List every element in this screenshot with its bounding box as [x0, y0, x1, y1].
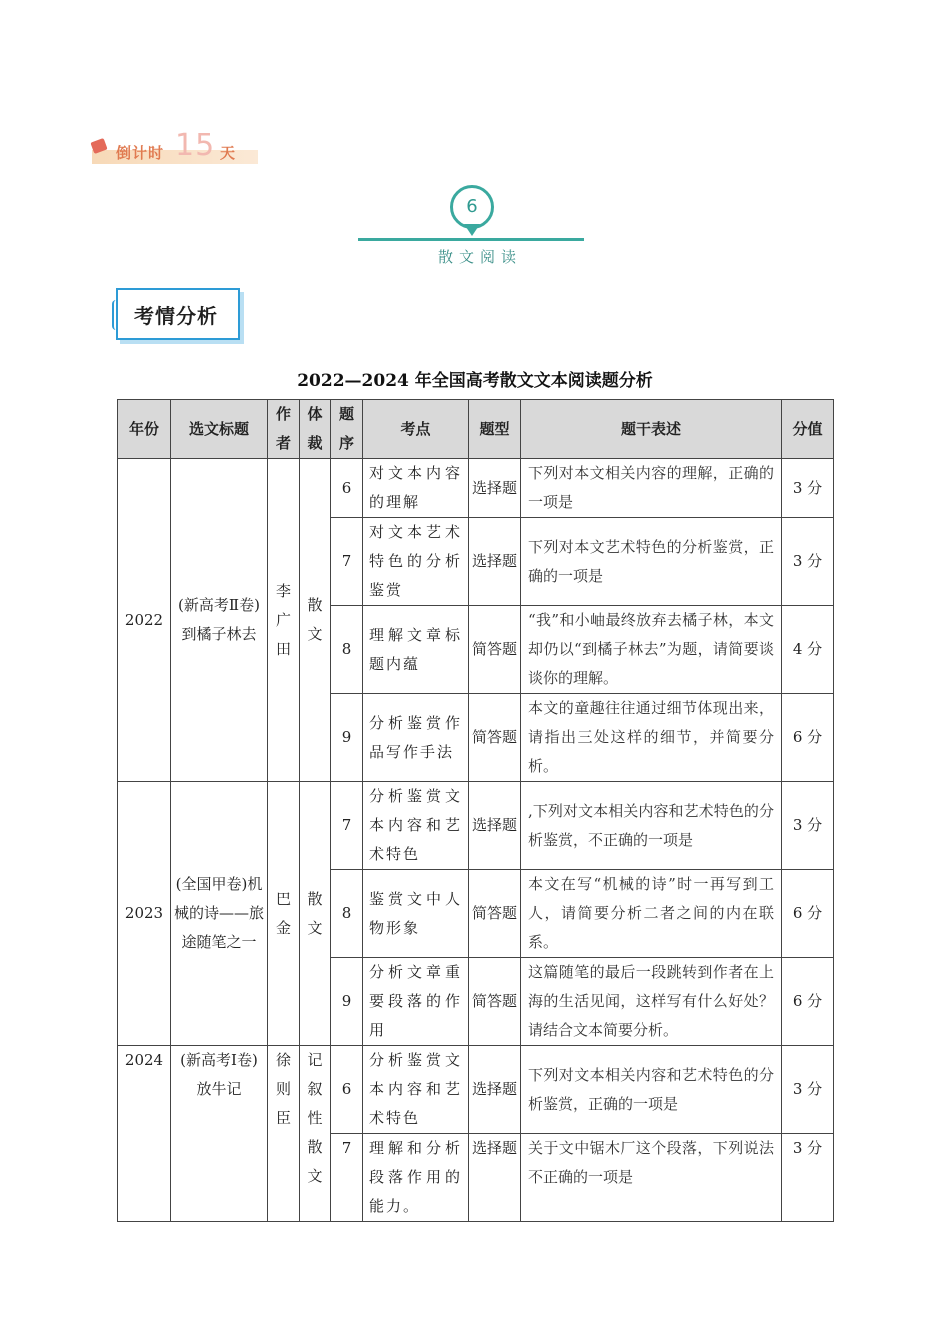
- qno-cell: 7: [331, 782, 363, 870]
- type-cell: 简答题: [469, 958, 521, 1046]
- table-header-row: [118, 400, 834, 459]
- passage-cell: (新高考Ⅱ卷)到橘子林去: [171, 459, 268, 782]
- score-cell: 3 分: [782, 1134, 834, 1222]
- type-cell: 简答题: [469, 606, 521, 694]
- qno-cell: 7: [331, 518, 363, 606]
- notebook-rings-icon: [112, 300, 122, 330]
- header-year: 年份: [118, 400, 171, 459]
- point-cell: 分析鉴赏文本内容和艺术特色: [363, 1046, 469, 1134]
- stem-cell: ,下列对文本相关内容和艺术特色的分析鉴赏，不正确的一项是: [521, 782, 782, 870]
- header-question-stem: 题干表述: [521, 400, 782, 459]
- point-cell: 理解文章标题内蕴: [363, 606, 469, 694]
- header-question-number: 题序: [331, 400, 363, 459]
- location-pin-icon: [464, 224, 480, 236]
- type-cell: 选择题: [469, 518, 521, 606]
- score-cell: 6 分: [782, 958, 834, 1046]
- table-row: [118, 459, 834, 518]
- header-question-type: 题型: [469, 400, 521, 459]
- qno-cell: 7: [331, 1134, 363, 1222]
- exam-analysis-table: [117, 399, 834, 1222]
- table-row: [118, 1046, 834, 1134]
- section-title: 考情分析: [134, 304, 218, 328]
- author-cell: 徐则臣: [268, 1046, 300, 1222]
- chapter-title: 散文阅读: [437, 248, 522, 266]
- chapter-divider: [358, 238, 584, 241]
- qno-cell: 8: [331, 870, 363, 958]
- genre-cell: 记叙性散文: [300, 1046, 331, 1222]
- countdown-unit: 天: [220, 144, 236, 162]
- countdown-days: 15: [175, 128, 216, 163]
- header-test-point: 考点: [363, 400, 469, 459]
- passage-cell: (全国甲卷)机械的诗——旅途随笔之一: [171, 782, 268, 1046]
- type-cell: 简答题: [469, 694, 521, 782]
- score-cell: 3 分: [782, 782, 834, 870]
- stem-cell: “我”和小岫最终放弃去橘子林，本文却仍以“到橘子林去”为题，请简要谈谈你的理解。: [521, 606, 782, 694]
- year-cell: 2023: [118, 782, 171, 1046]
- author-cell: 巴金: [268, 782, 300, 1046]
- header-genre: 体裁: [300, 400, 331, 459]
- qno-cell: 6: [331, 1046, 363, 1134]
- point-cell: 分析鉴赏作品写作手法: [363, 694, 469, 782]
- score-cell: 3 分: [782, 518, 834, 606]
- qno-cell: 8: [331, 606, 363, 694]
- section-header: [112, 288, 240, 342]
- score-cell: 6 分: [782, 694, 834, 782]
- point-cell: 鉴赏文中人物形象: [363, 870, 469, 958]
- chapter-number-badge: 6: [450, 185, 494, 229]
- score-cell: 3 分: [782, 1046, 834, 1134]
- header-passage: 选文标题: [171, 400, 268, 459]
- year-cell: 2022: [118, 459, 171, 782]
- qno-cell: 9: [331, 958, 363, 1046]
- countdown-label: 倒计时: [116, 144, 165, 162]
- year-cell: 2024: [118, 1046, 171, 1222]
- score-cell: 3 分: [782, 459, 834, 518]
- stem-cell: 这篇随笔的最后一段跳转到作者在上海的生活见闻，这样写有什么好处？请结合文本简要分析。: [521, 958, 782, 1046]
- score-cell: 6 分: [782, 870, 834, 958]
- point-cell: 对文本内容的理解: [363, 459, 469, 518]
- table-title: 2022—2024 年全国高考散文文本阅读题分析: [297, 371, 653, 391]
- countdown-banner: [88, 128, 260, 168]
- score-cell: 4 分: [782, 606, 834, 694]
- type-cell: 选择题: [469, 459, 521, 518]
- point-cell: 分析文章重要段落的作用: [363, 958, 469, 1046]
- stem-cell: 下列对文本相关内容和艺术特色的分析鉴赏，正确的一项是: [521, 1046, 782, 1134]
- stem-cell: 下列对本文相关内容的理解，正确的一项是: [521, 459, 782, 518]
- table-row: [118, 782, 834, 870]
- passage-cell: (新高考Ⅰ卷)放牛记: [171, 1046, 268, 1222]
- point-cell: 对文本艺术特色的分析鉴赏: [363, 518, 469, 606]
- stem-cell: 本文的童趣往往通过细节体现出来，请指出三处这样的细节，并简要分析。: [521, 694, 782, 782]
- point-cell: 理解和分析段落作用的能力。: [363, 1134, 469, 1222]
- qno-cell: 6: [331, 459, 363, 518]
- stem-cell: 本文在写“机械的诗”时一再写到工人，请简要分析二者之间的内在联系。: [521, 870, 782, 958]
- type-cell: 简答题: [469, 870, 521, 958]
- header-score: 分值: [782, 400, 834, 459]
- stem-cell: 下列对本文艺术特色的分析鉴赏，正确的一项是: [521, 518, 782, 606]
- type-cell: 选择题: [469, 782, 521, 870]
- point-cell: 分析鉴赏文本内容和艺术特色: [363, 782, 469, 870]
- genre-cell: 散文: [300, 459, 331, 782]
- qno-cell: 9: [331, 694, 363, 782]
- type-cell: 选择题: [469, 1134, 521, 1222]
- author-cell: 李广田: [268, 459, 300, 782]
- stem-cell: 关于文中锯木厂这个段落，下列说法不正确的一项是: [521, 1134, 782, 1222]
- header-author: 作者: [268, 400, 300, 459]
- genre-cell: 散文: [300, 782, 331, 1046]
- type-cell: 选择题: [469, 1046, 521, 1134]
